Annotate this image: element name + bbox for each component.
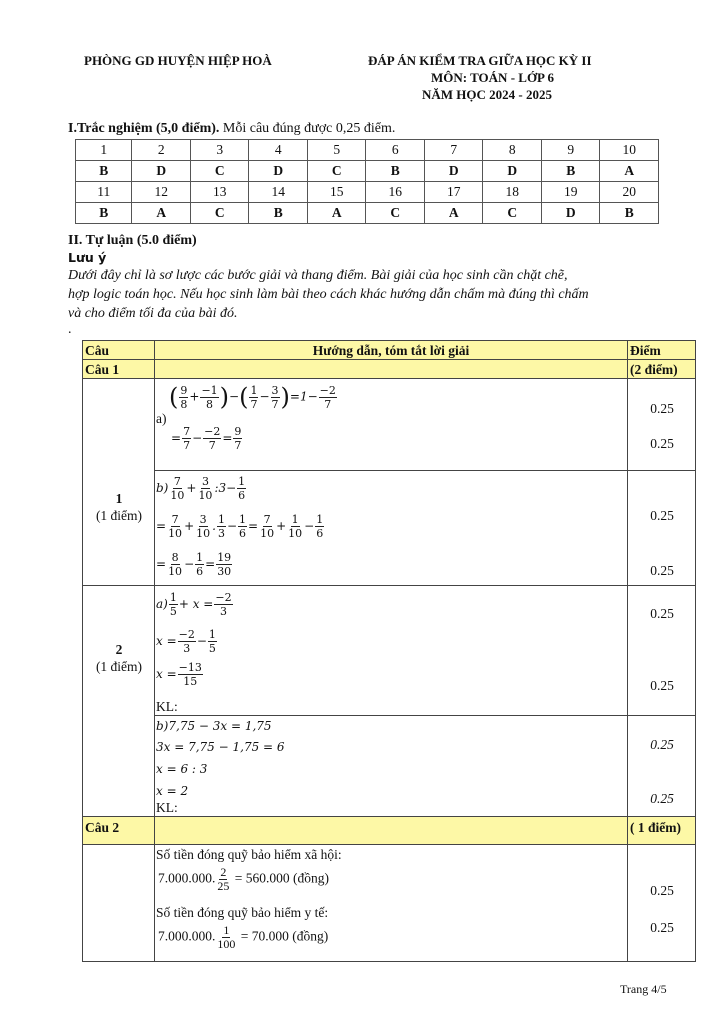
q2a-line3: x = $\frac{-13}{15}$	[156, 661, 202, 688]
q2a-conclusion: KL:	[156, 699, 178, 714]
note-line-1: Dưới đây chỉ là sơ lược các bước giải và thang điểm. Bài giải của học sinh cần chặt chẽ,	[68, 268, 568, 283]
q1a-line1: ( $\frac{9}{8}$ + $\frac{-1}{8}$ )−( $\frac{1}{7}$ − $\frac{3}{7}$ )=1− $\frac{-2}{7}$	[169, 383, 336, 411]
part1-title: I.Trắc nghiệm (5,0 điểm).	[68, 121, 220, 136]
table-row: 11 12 13 14 15 16 17 18 19 20	[76, 182, 659, 203]
q2b-conclusion: KL:	[156, 800, 178, 815]
q2b-line2: 3x = 7,75 − 1,75 = 6	[156, 740, 285, 754]
q2-label-cell: 2 (1 điểm)	[82, 585, 155, 817]
cau2-blank-cell	[154, 816, 628, 845]
cau1-blank-cell	[154, 359, 628, 379]
note-line-3: và cho điểm tối đa của bài đó.	[68, 306, 238, 321]
q1b-line2: = $\frac{7}{10}$ + $\frac{3}{10}$ . $\frac{1}{3}$ − $\frac{1}{6}$ = $\frac{7}{10}$ + $\frac{1}{10}$ − $\frac{1}{6}$	[156, 513, 324, 540]
q2b-line4: x = 2	[156, 784, 189, 798]
header-guide-cell: Hướng dẫn, tóm tắt lời giải	[154, 340, 628, 360]
stray-dot: .	[68, 322, 72, 337]
note-line-2: hợp logic toán học. Nếu học sinh làm bài theo cách khác hướng dẫn chấm mà đúng thì chấm	[68, 287, 589, 302]
cau2-line1: Số tiền đóng quỹ bảo hiểm xã hội:	[156, 847, 342, 862]
q2a-score-cell: 0.25 0.25	[627, 585, 696, 716]
q1b-solution-cell	[154, 470, 628, 586]
part1-note: Mỗi câu đúng được 0,25 điểm.	[219, 121, 396, 136]
cau2-line2: 7.000.000. $\frac{2}{25}$ = 560.000 (đồng)	[158, 865, 329, 893]
cau2-label-cell: Câu 2	[82, 816, 155, 845]
note-label: Lưu ý	[68, 250, 107, 265]
cau2-line4: 7.000.000. $\frac{1}{100}$ = 70.000 (đồng)	[158, 923, 329, 951]
q2b-solution-cell	[154, 715, 628, 817]
q2b-score-cell: 0.25 0.25	[627, 715, 696, 817]
exam-title: ĐÁP ÁN KIỂM TRA GIỮA HỌC KỲ II	[368, 53, 592, 68]
cau2-solution-cell	[154, 844, 628, 962]
cau2-empty-cell	[82, 844, 155, 962]
cau1-label-cell: Câu 1	[82, 359, 155, 379]
q2b-line3: x = 6 : 3	[156, 762, 208, 776]
page-number: Trang 4/5	[620, 982, 667, 996]
cau2-line3: Số tiền đóng quỹ bảo hiểm y tế:	[156, 905, 329, 920]
table-row: B D C D C B D D B A	[76, 161, 659, 182]
q2a-line2: x = $\frac{-2}{3}$ − $\frac{1}{5}$	[156, 628, 216, 655]
q2a-line1: a) $\frac{1}{5}$ + x = $\frac{-2}{3}$	[156, 591, 232, 618]
q2a-solution-cell	[154, 585, 628, 716]
q1b-line1: b) $\frac{7}{10}$ + $\frac{3}{10}$ :3− $\frac{1}{6}$	[156, 475, 246, 502]
header-score-cell: Điểm	[627, 340, 696, 360]
q1a-score-cell: 0.25 0.25	[627, 378, 696, 471]
cau1-points-cell: (2 điểm)	[627, 359, 696, 379]
subject-line: MÔN: TOÁN - LỚP 6	[431, 70, 555, 85]
header-cau-cell: Câu	[82, 340, 155, 360]
q2b-line1: b)7,75 − 3x = 1,75	[156, 719, 272, 733]
q1b-score-cell: 0.25 0.25	[627, 470, 696, 586]
part1-heading	[68, 121, 395, 137]
q1a-solution-cell: a) ( $\frac{9}{8}$ + $\frac{-1}{8}$ )−( $\frac{1}{7}$ − $\frac{3}{7}$ )=1− $\frac{-2}{7}$ = $\frac{7}{7}$ − $\frac{-2}{7}$ = $\frac{9}{7}$	[154, 378, 628, 471]
school-name: PHÒNG GD HUYỆN HIỆP HOÀ	[84, 53, 272, 68]
school-year: NĂM HỌC 2024 - 2025	[422, 87, 552, 102]
table-row: B A C B A C A C D B	[76, 203, 659, 224]
cau2-score-cell: 0.25 0.25	[627, 844, 696, 962]
table-row: 1 2 3 4 5 6 7 8 9 10	[76, 140, 659, 161]
q1a-line2: = $\frac{7}{7}$ − $\frac{-2}{7}$ = $\frac{9}{7}$	[171, 425, 242, 452]
multiple-choice-answer-table	[75, 139, 659, 224]
part2-title: II. Tự luận (5.0 điểm)	[68, 233, 197, 248]
q1b-line3: = $\frac{8}{10}$ − $\frac{1}{6}$ = $\frac{19}{30}$	[156, 551, 232, 578]
essay-grading-table	[82, 340, 696, 962]
q1-label-cell: 1 (1 điểm)	[82, 378, 155, 586]
cau2-points-cell: ( 1 điểm)	[627, 816, 696, 845]
